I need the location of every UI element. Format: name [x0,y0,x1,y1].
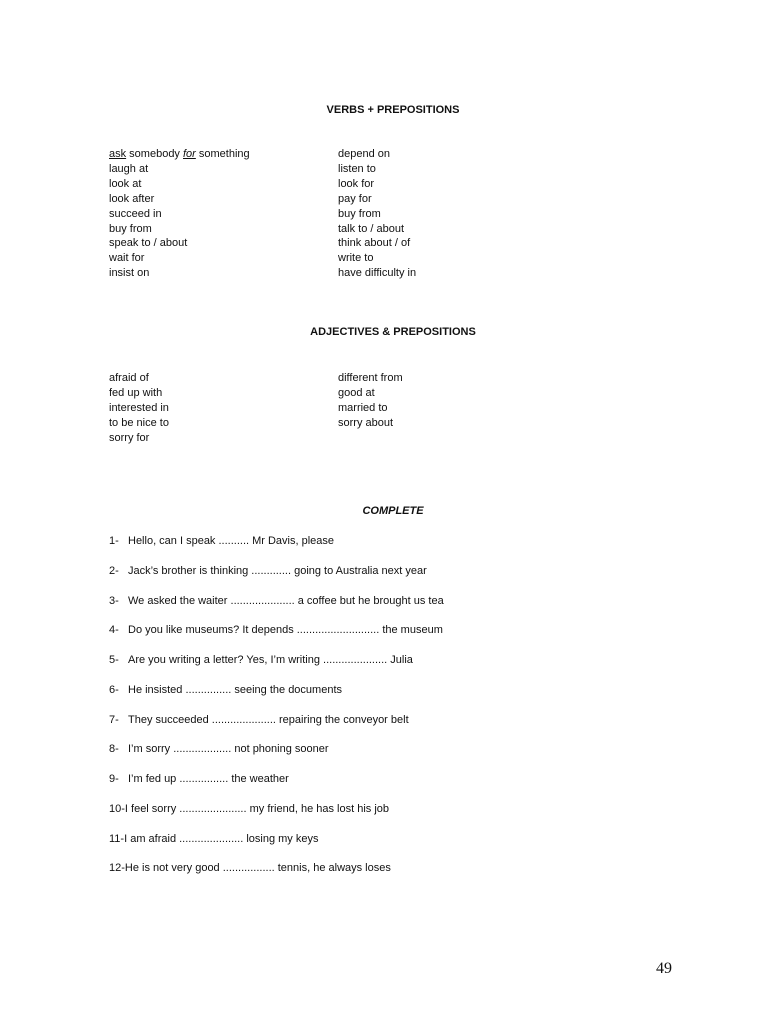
exercise-item [109,535,334,547]
exercise-number: 6- [109,684,119,696]
verb-text: something [195,148,250,160]
exercise-item [109,714,409,726]
verbs-list-item: think about / of [338,237,411,250]
exercise-number: 3- [109,595,119,607]
verbs-list-item: succeed in [109,207,162,220]
exercise-text: He is not very good ................. tennis, he always loses [124,862,391,874]
exercise-number: 11- [109,833,125,845]
adjective-list-item: fed up with [109,386,163,399]
verbs-list-item: have difficulty in [338,267,417,280]
verbs-list-item: look for [338,177,375,190]
exercise-number: 5- [109,654,119,666]
exercise-text: Hello, can I speak .......... Mr Davis, please [128,535,335,547]
verb-underlined: ask [109,148,127,160]
exercise-text: I feel sorry ...................... my friend, he has lost his job [124,803,390,815]
adjective-list-item: afraid of [109,372,149,384]
exercise-item [109,654,413,666]
verbs-prepositions-heading: VERBS + PREPOSITIONS [326,104,460,116]
complete-heading: COMPLETE [362,505,424,517]
exercise-text: I’m sorry ................... not phoning sooner [128,743,329,755]
exercise-text: He insisted ............... seeing the documents [128,684,342,696]
exercise-item [109,565,427,577]
exercise-number: 2- [109,565,119,577]
exercise-item [109,773,289,785]
adjective-list-item: to be nice to [109,416,169,429]
adjective-list-item: sorry for [109,431,150,444]
exercise-text: I’m fed up ................ the weather [128,773,289,785]
exercise-item [109,833,318,845]
verbs-list-item: look after [109,192,155,205]
verbs-list-item: pay for [338,192,372,205]
exercise-number: 9- [109,773,119,785]
exercise-number: 1- [109,535,119,547]
verb-text: somebody [126,148,183,160]
exercise-number: 8- [109,743,119,755]
verbs-list-item: insist on [109,267,150,280]
adjective-list-item: different from [338,372,403,384]
verbs-list-item: buy from [109,222,152,235]
verbs-left-column [109,147,250,281]
adjective-list-item: good at [338,386,375,399]
exercise-number: 10- [109,803,125,815]
page-number: 49 [656,960,672,977]
adjective-list-item: interested in [109,401,169,414]
adjective-list-item: sorry about [338,416,394,429]
exercise-item [109,624,443,636]
verbs-list-item: speak to / about [109,237,188,250]
adjectives-left-column [109,371,169,446]
adjectives-prepositions-heading: ADJECTIVES & PREPOSITIONS [310,326,476,338]
verbs-list-item: listen to [338,162,376,175]
exercise-item [109,803,389,815]
adjectives-right-column [338,371,403,431]
exercise-item [109,743,329,755]
verbs-list-item: laugh at [109,162,149,175]
exercise-number: 7- [109,714,119,726]
exercise-item [109,862,391,874]
exercise-number: 4- [109,624,119,636]
verbs-list-item [109,147,250,162]
exercise-item [109,684,342,696]
exercise-text: I am afraid ..................... losing my keys [124,833,319,845]
preposition-underlined: for [183,148,196,160]
verbs-right-column [338,147,416,281]
exercise-text: Jack’s brother is thinking ............. going to Australia next year [128,565,427,577]
verbs-list-item: depend on [338,148,390,160]
exercise-text: We asked the waiter ..................... a coffee but he brought us tea [128,595,444,607]
exercise-text: Are you writing a letter? Yes, I’m writing ..................... Julia [128,654,413,666]
verbs-list-item: buy from [338,207,381,220]
verbs-list-item: write to [338,252,374,265]
adjective-list-item: married to [338,401,388,414]
verbs-list-item: look at [109,177,142,190]
exercise-text: Do you like museums? It depends ........................... the museum [128,624,443,636]
verbs-list-item: wait for [109,252,145,265]
verbs-list-item: talk to / about [338,222,405,235]
exercise-item [109,595,444,607]
exercise-text: They succeeded ..................... repairing the conveyor belt [128,714,409,726]
exercise-number: 12- [109,862,125,874]
